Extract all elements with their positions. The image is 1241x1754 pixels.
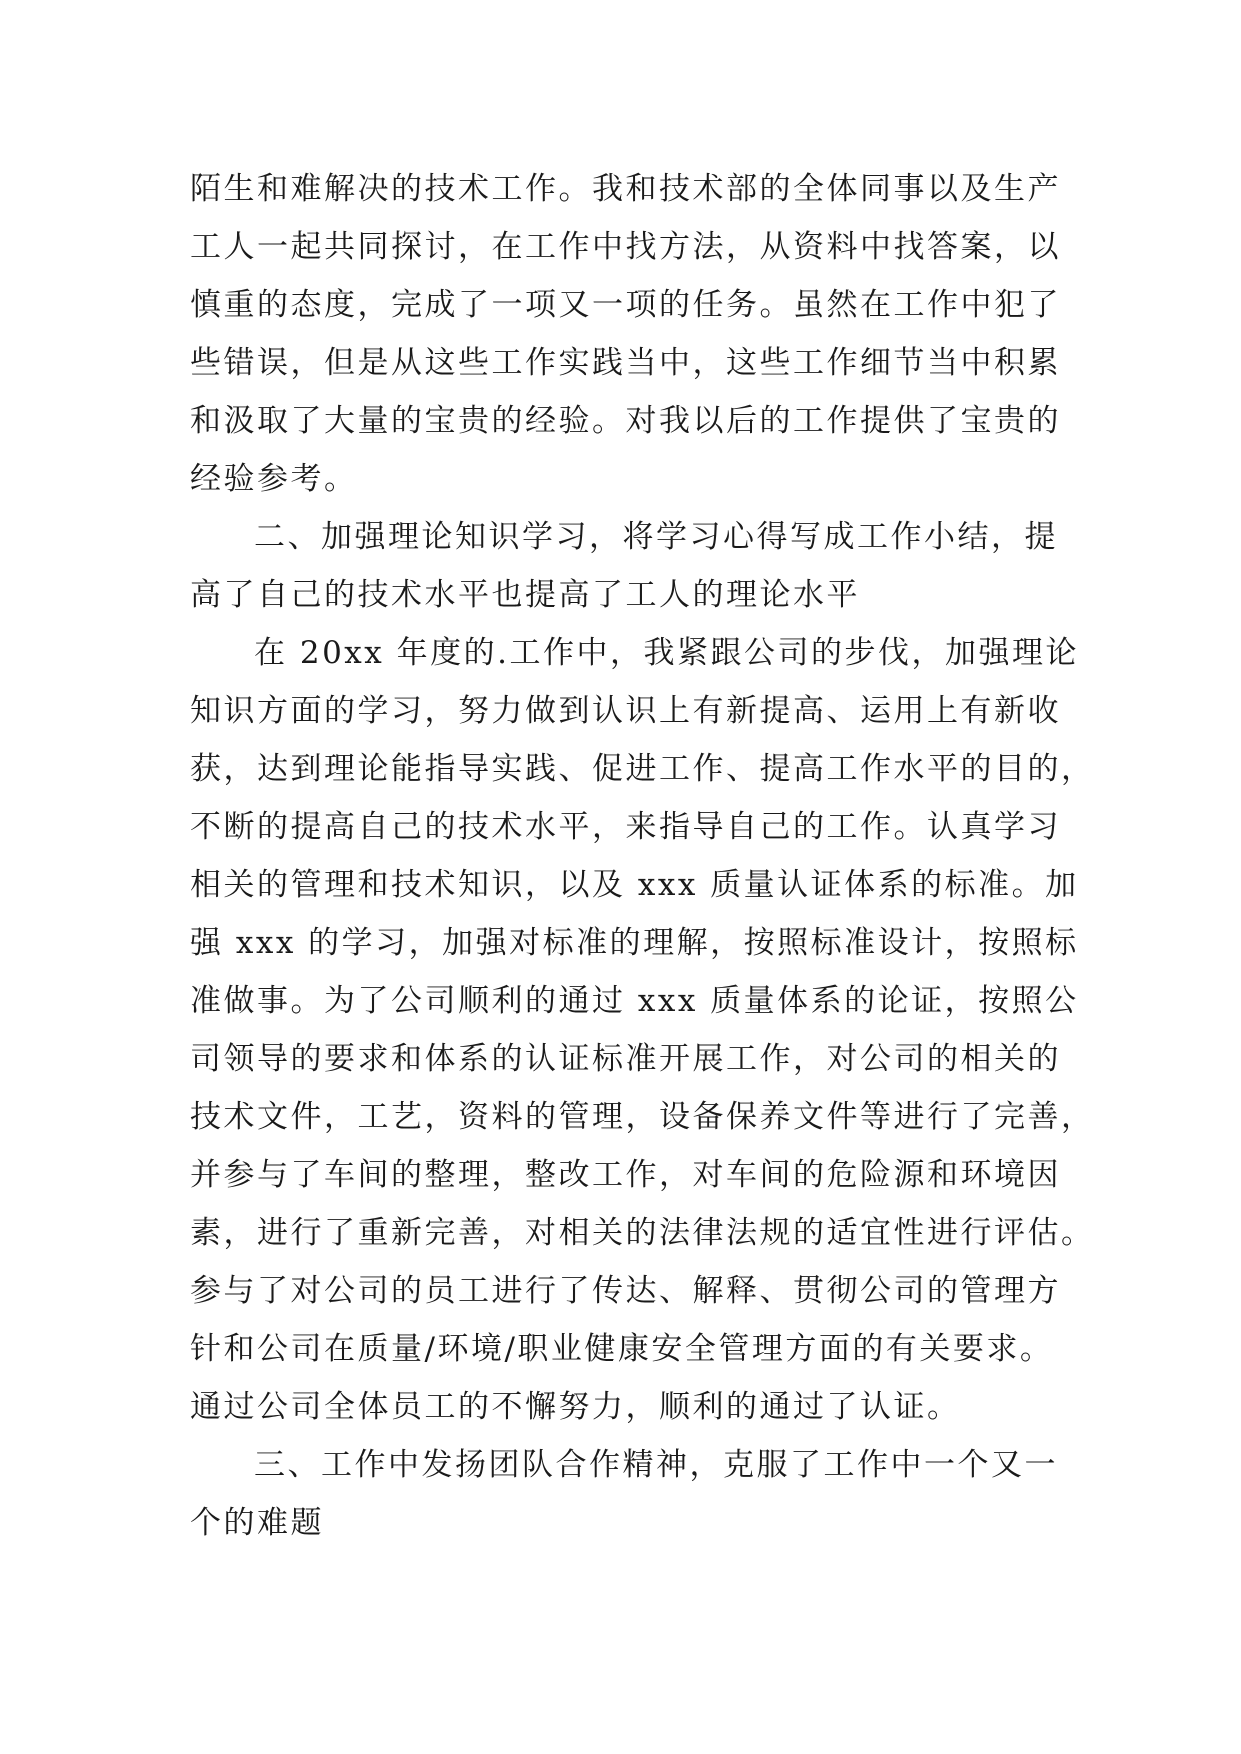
text-line: 并参与了车间的整理，整改工作，对车间的危险源和环境因 [190, 1157, 1061, 1193]
text-line: 经验参考。 [190, 461, 358, 497]
text-line: 司领导的要求和体系的认证标准开展工作，对公司的相关的 [190, 1041, 1061, 1077]
text-line: 些错误，但是从这些工作实践当中，这些工作细节当中积累 [190, 345, 1061, 381]
section-heading-3-cont: 个的难题 [190, 1505, 324, 1541]
text-line: 强 xxx 的学习，加强对标准的理解，按照标准设计，按照标 [190, 925, 1079, 961]
text-line: 知识方面的学习，努力做到认识上有新提高、运用上有新收 [190, 693, 1061, 729]
text-line: 陌生和难解决的技术工作。我和技术部的全体同事以及生产 [190, 171, 1061, 207]
text-line: 技术文件，工艺，资料的管理，设备保养文件等进行了完善， [190, 1099, 1095, 1135]
text-line: 和汲取了大量的宝贵的经验。对我以后的工作提供了宝贵的 [190, 403, 1061, 439]
text-line: 慎重的态度，完成了一项又一项的任务。虽然在工作中犯了 [190, 287, 1061, 323]
document-body [190, 160, 1095, 1552]
text-line: 工人一起共同探讨，在工作中找方法，从资料中找答案，以 [190, 229, 1061, 265]
paragraph-start: 在 20xx 年度的.工作中，我紧跟公司的步伐，加强理论 [254, 635, 1079, 671]
section-heading-2-cont: 高了自己的技术水平也提高了工人的理论水平 [190, 577, 860, 613]
text-line: 不断的提高自己的技术水平，来指导自己的工作。认真学习 [190, 809, 1061, 845]
text-line: 针和公司在质量/环境/职业健康安全管理方面的有关要求。 [190, 1331, 1054, 1367]
text-line: 参与了对公司的员工进行了传达、解释、贯彻公司的管理方 [190, 1273, 1061, 1309]
text-line: 准做事。为了公司顺利的通过 xxx 质量体系的论证，按照公 [190, 983, 1079, 1019]
section-heading-2: 二、加强理论知识学习，将学习心得写成工作小结，提 [254, 519, 1058, 555]
section-heading-3: 三、工作中发扬团队合作精神，克服了工作中一个又一 [254, 1447, 1058, 1483]
text-line: 获，达到理论能指导实践、促进工作、提高工作水平的目的， [190, 751, 1095, 787]
text-line: 相关的管理和技术知识，以及 xxx 质量认证体系的标准。加 [190, 867, 1079, 903]
text-line: 通过公司全体员工的不懈努力，顺利的通过了认证。 [190, 1389, 961, 1425]
text-line: 素，进行了重新完善，对相关的法律法规的适宜性进行评估。 [190, 1215, 1095, 1251]
